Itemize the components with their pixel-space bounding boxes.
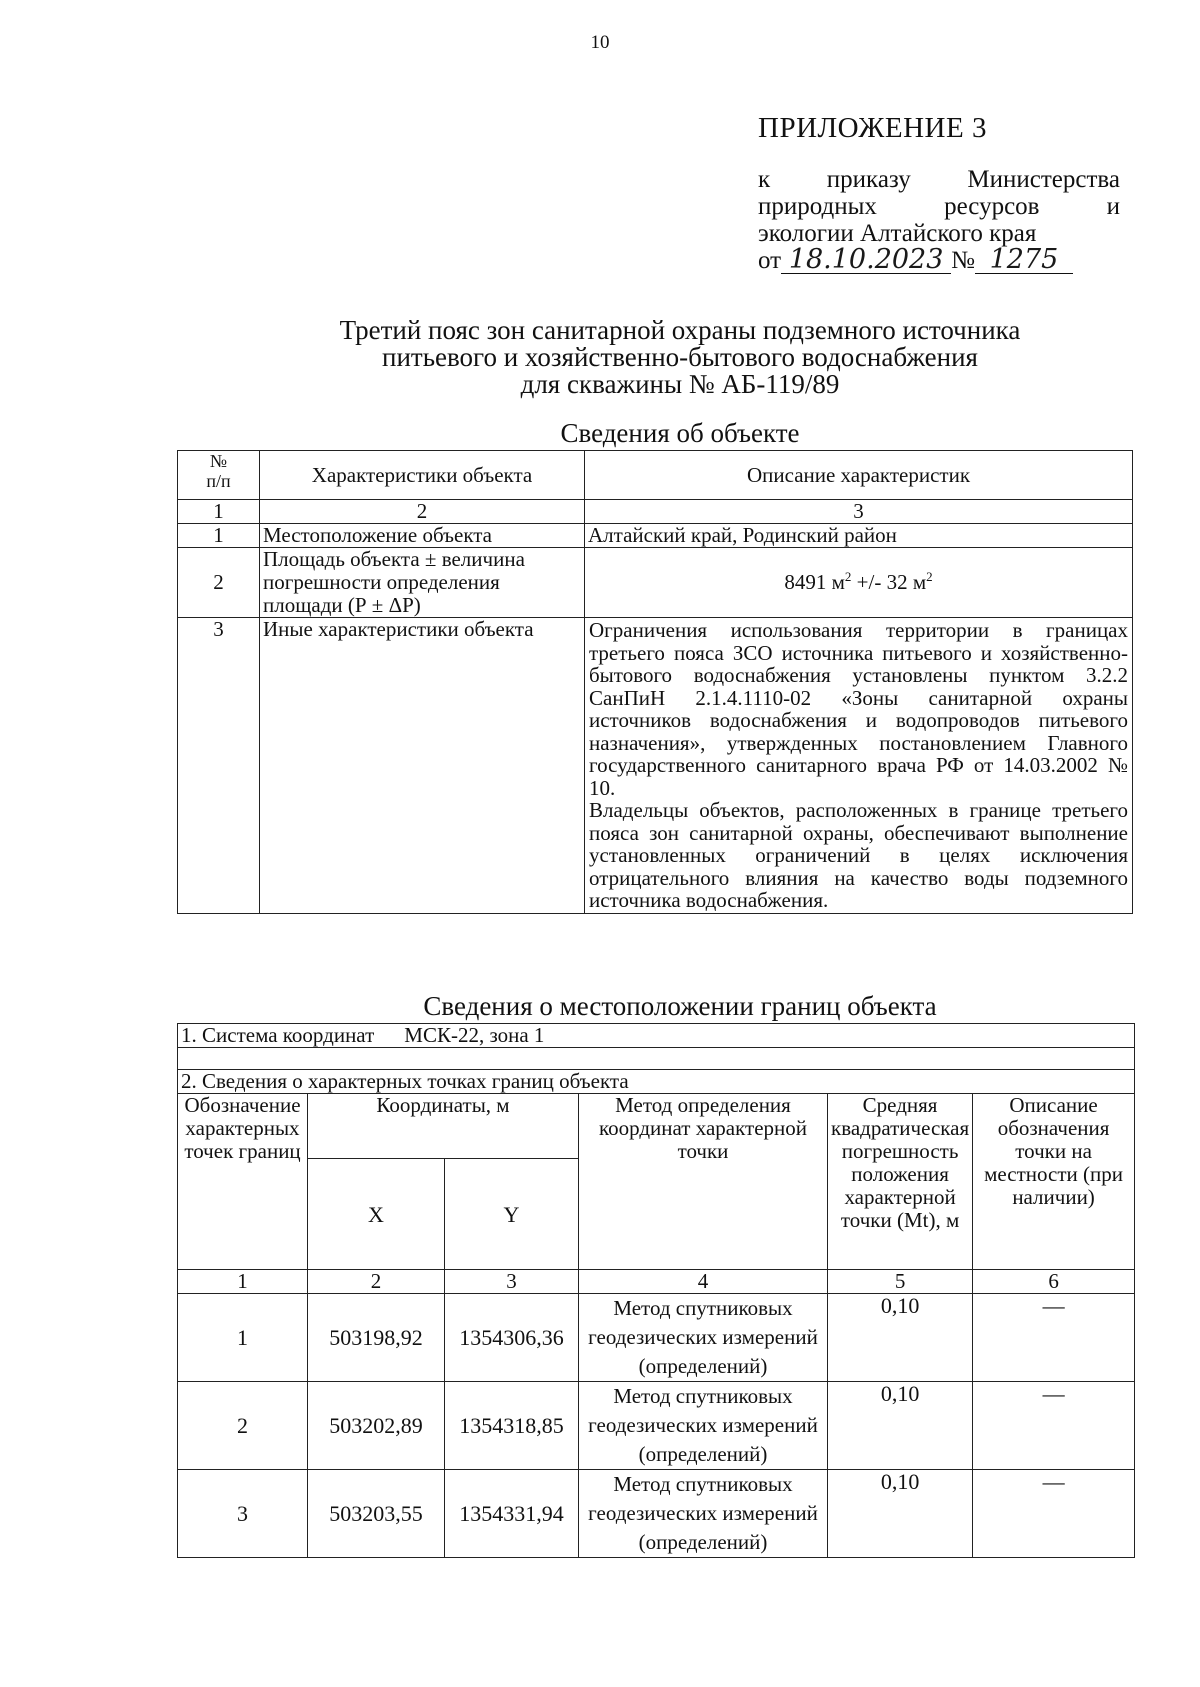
header-method: Метод определения координат характерной точки: [579, 1094, 828, 1270]
index-cell: 6: [973, 1270, 1135, 1294]
appendix-title: ПРИЛОЖЕНИЕ 3: [758, 112, 987, 144]
header-description: Описание обозначения точки на местности (при наличии): [973, 1094, 1135, 1270]
point-error: 0,10: [828, 1470, 973, 1558]
order-ref-word: природных: [758, 193, 877, 220]
row-description: [585, 618, 1133, 914]
point-description: —: [973, 1294, 1135, 1382]
area-unit-sup: 2: [844, 569, 852, 584]
row-num: 3: [178, 618, 260, 914]
row-num: 1: [178, 524, 260, 548]
point-method: Метод спутниковых геодезических измерений (определений): [579, 1382, 828, 1470]
index-cell: 3: [585, 500, 1133, 524]
points-header-row: [178, 1094, 1135, 1159]
order-ref-word: приказу: [826, 166, 911, 193]
point-y: 1354318,85: [445, 1382, 579, 1470]
points-index-row: [178, 1270, 1135, 1294]
order-ref-word: к: [758, 166, 771, 193]
header-description: Описание характеристик: [585, 451, 1133, 500]
coord-system-value: МСК-22, зона 1: [404, 1023, 545, 1047]
row-area-value: [585, 548, 1133, 618]
area-unit-sup: 2: [926, 569, 933, 584]
coord-system-row: [178, 1024, 1135, 1048]
order-number-handwritten: 1275: [975, 247, 1073, 274]
header-num: № п/п: [178, 451, 260, 500]
point-x: 503203,55: [308, 1470, 445, 1558]
document-title-line: Третий пояс зон санитарной охраны подземного источника: [339, 315, 1021, 345]
point-description: —: [973, 1382, 1135, 1470]
point-id: 3: [178, 1470, 308, 1558]
order-ref-word: Министерства: [967, 166, 1120, 193]
row-description: Алтайский край, Родинский район: [585, 524, 1133, 548]
point-error: 0,10: [828, 1382, 973, 1470]
point-x: 503202,89: [308, 1382, 445, 1470]
order-date-handwritten: 18.10.2023: [781, 247, 951, 274]
blank-row: [178, 1048, 1135, 1070]
area-value: 8491 м: [784, 570, 845, 594]
object-info-table: [177, 450, 1133, 914]
number-label: №: [951, 247, 975, 274]
header-y: Y: [445, 1159, 579, 1270]
boundary-points-table: [177, 1023, 1135, 1558]
table-row: [178, 1294, 1135, 1382]
blank-cell: [178, 1048, 1135, 1070]
owners-paragraph: Владельцы объектов, расположенных в границе третьего пояса зон санитарной охраны, обеспечивают выполнение установленных ограничений в целях исключения отрицательного влияния на качество воды подземного источника водоснабжения.: [589, 798, 1128, 912]
document-title: [200, 317, 1160, 398]
order-ref-word: ресурсов: [944, 193, 1040, 220]
row-characteristic: Иные характеристики объекта: [260, 618, 585, 914]
order-ref-line-2: [758, 193, 1120, 220]
table-index-row: [178, 500, 1133, 524]
document-title-line: питьевого и хозяйственно-бытового водоснабжения: [382, 342, 978, 372]
header-characteristic: Характеристики объекта: [260, 451, 585, 500]
header-coords: Координаты, м: [308, 1094, 579, 1159]
header-error: Средняя квадратическая погрешность положения характерной точки (Mt), м: [828, 1094, 973, 1270]
index-cell: 3: [445, 1270, 579, 1294]
index-cell: 1: [178, 500, 260, 524]
point-error: 0,10: [828, 1294, 973, 1382]
points-label: 2. Сведения о характерных точках границ объекта: [178, 1070, 1135, 1094]
table-row: [178, 548, 1133, 618]
section-title-boundaries: Сведения о местоположении границ объекта: [423, 991, 937, 1021]
index-cell: 4: [579, 1270, 828, 1294]
document-title-line: для скважины № АБ-119/89: [520, 369, 840, 399]
page-number: 10: [590, 32, 610, 53]
order-reference: [758, 166, 1120, 274]
table-row: [178, 1470, 1135, 1558]
table-header-row: [178, 451, 1133, 500]
table-row: [178, 524, 1133, 548]
from-label: от: [758, 247, 782, 274]
point-id: 2: [178, 1382, 308, 1470]
area-error: +/- 32 м: [851, 570, 927, 594]
header-designation: Обозначение характерных точек границ: [178, 1094, 308, 1270]
order-ref-line-1: [758, 166, 1120, 193]
point-id: 1: [178, 1294, 308, 1382]
index-cell: 5: [828, 1270, 973, 1294]
table-row: [178, 1382, 1135, 1470]
order-ref-date-number: [758, 244, 1120, 275]
order-ref-word: и: [1106, 193, 1120, 220]
section-title-object-info: Сведения об объекте: [560, 418, 800, 448]
row-num: 2: [178, 548, 260, 618]
table-row: [178, 618, 1133, 914]
coord-system-label: 1. Система координат: [181, 1023, 375, 1047]
points-label-row: [178, 1070, 1135, 1094]
point-y: 1354331,94: [445, 1470, 579, 1558]
point-method: Метод спутниковых геодезических измерений (определений): [579, 1294, 828, 1382]
point-method: Метод спутниковых геодезических измерений (определений): [579, 1470, 828, 1558]
header-x: X: [308, 1159, 445, 1270]
order-ref-line-3: экологии Алтайского края: [758, 220, 1037, 247]
index-cell: 1: [178, 1270, 308, 1294]
row-characteristic: Местоположение объекта: [260, 524, 585, 548]
point-y: 1354306,36: [445, 1294, 579, 1382]
point-x: 503198,92: [308, 1294, 445, 1382]
index-cell: 2: [308, 1270, 445, 1294]
restrictions-paragraph: Ограничения использования территории в границах третьего пояса ЗСО источника питьевого и хозяйственно-бытового водоснабжения установлены пунктом 3.2.2 СанПиН 2.1.4.1110-02 «Зоны санитарной охраны источников водоснабжения и водопроводов питьевого назначения», утвержденных постановлением Главного государственного санитарного врача РФ от 14.03.2002 № 10.: [589, 618, 1128, 800]
row-characteristic: Площадь объекта ± величина погрешности определения площади (Р ± ΔР): [260, 548, 585, 618]
index-cell: 2: [260, 500, 585, 524]
point-description: —: [973, 1470, 1135, 1558]
coord-system-cell: [178, 1024, 1135, 1048]
